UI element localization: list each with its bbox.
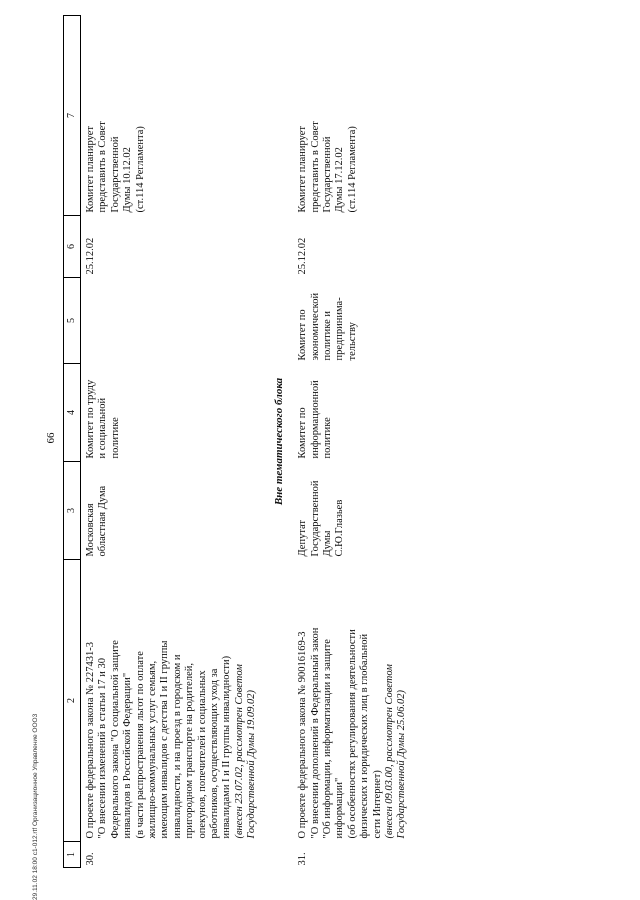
text-line: физических и юридических лиц в глобальной — [359, 633, 371, 839]
footer-note: 29.11.02 18:00 c1-012.rtf Организационное Управление ООО3 — [32, 713, 39, 900]
text-line: предпринима- — [334, 297, 346, 361]
text-line: инвалидности, и на проезд в городском и — [171, 654, 183, 839]
column-number: 7 — [64, 16, 81, 216]
text-line: "О внесении дополнений в Федеральный закон — [309, 627, 321, 839]
agenda-table — [63, 15, 417, 868]
text-line: О проекте федерального закона № 227431-3 — [85, 641, 96, 839]
plan-note — [81, 16, 267, 216]
text-line: Думы 10.12.02 — [122, 147, 134, 213]
text-line: Комитет по — [297, 407, 309, 459]
text-line: информации" — [334, 777, 346, 839]
text-line: О проекте федерального закона № 90016169-3 — [297, 631, 309, 839]
column-number: 2 — [64, 560, 81, 842]
text-line: инвалидов в Российской Федерации" — [122, 672, 134, 839]
co-executor-committee — [81, 278, 267, 364]
plan-note — [293, 16, 417, 216]
co-executor-committee — [293, 278, 417, 364]
text-line: информационной — [309, 380, 321, 459]
text-line: политике — [109, 417, 121, 459]
text-line: тельству — [346, 322, 358, 361]
text-line: и социальной — [97, 397, 109, 459]
table-row — [293, 16, 417, 868]
text-line: экономической — [309, 292, 321, 361]
text-line: Депутат — [297, 519, 309, 557]
bill-description — [293, 560, 417, 842]
text-line: представить в Совет — [97, 121, 109, 213]
text-line: опекунов, попечителей и социальных — [196, 670, 208, 839]
text-line: С.Ю.Глазьев — [334, 499, 346, 557]
column-number: 6 — [64, 216, 81, 278]
text-line: Государственной — [109, 136, 121, 213]
text-line: "Об информации, информатизации и защите — [321, 639, 333, 839]
text-line: работников, осуществляющих уход за — [209, 668, 221, 839]
text-line: Государственной Думы 25.06.02) — [396, 690, 408, 839]
text-line: политике — [321, 417, 333, 459]
text-line: пригородном транспорте на родителей, — [184, 663, 196, 839]
row-number: 30. — [85, 852, 96, 866]
section-header: Вне тематического блока — [272, 377, 285, 506]
deadline-date: 25.12.02 — [297, 237, 309, 275]
text-line: (внесен 23.07.02, рассмотрен Советом — [233, 664, 245, 839]
column-number: 1 — [64, 842, 81, 868]
rotated-page — [45, 16, 605, 868]
text-line: Думы — [321, 530, 333, 557]
text-line: Комитет по — [297, 309, 309, 361]
row-number: 31. — [297, 852, 309, 866]
text-line: политике и — [321, 310, 333, 361]
page-number: 66 — [45, 432, 57, 444]
text-line: Комитет планирует — [297, 126, 309, 213]
text-line: жилищно-коммунальных услуг семьям, — [147, 660, 159, 839]
column-number-row — [64, 16, 81, 868]
text-line: Думы 17.12.02 — [334, 147, 346, 213]
text-line: (об особенностях регулирования деятельности — [346, 629, 358, 839]
text-line: (внесен 09.03.00, рассмотрен Советом — [383, 664, 395, 839]
text-line: Государственной — [321, 136, 333, 213]
text-line: представить в Совет — [309, 121, 321, 213]
text-line: (ст.114 Регламента) — [134, 126, 146, 213]
column-number: 5 — [64, 278, 81, 364]
deadline-date: 25.12.02 — [85, 237, 96, 275]
bill-description — [81, 560, 267, 842]
text-line: Московская — [85, 503, 96, 557]
section-header-row — [267, 16, 293, 868]
text-line: "О внесении изменений в статьи 17 и 30 — [97, 658, 109, 839]
initiator — [81, 462, 267, 560]
responsible-committee — [293, 364, 417, 462]
column-number: 3 — [64, 462, 81, 560]
column-number: 4 — [64, 364, 81, 462]
text-line: (в части распространения льгот по оплате — [134, 651, 146, 839]
text-line: Комитет планирует — [85, 126, 96, 213]
text-line: Комитет по труду — [85, 379, 96, 459]
text-line: Государственной Думы 19.09.02) — [246, 690, 258, 839]
text-line: Федерального закона "О социальной защите — [109, 640, 121, 839]
initiator — [293, 462, 417, 560]
text-line: (ст.114 Регламента) — [346, 126, 358, 213]
text-line: Государственной — [309, 480, 321, 557]
text-line: областная Дума — [97, 485, 109, 557]
text-line: инвалидами I и II группы инвалидности) — [221, 655, 233, 839]
table-row — [81, 16, 267, 868]
text-line: имеющим инвалидов с детства I и II группы — [159, 640, 171, 839]
text-line: сети Интернет) — [371, 770, 383, 839]
responsible-committee — [81, 364, 267, 462]
